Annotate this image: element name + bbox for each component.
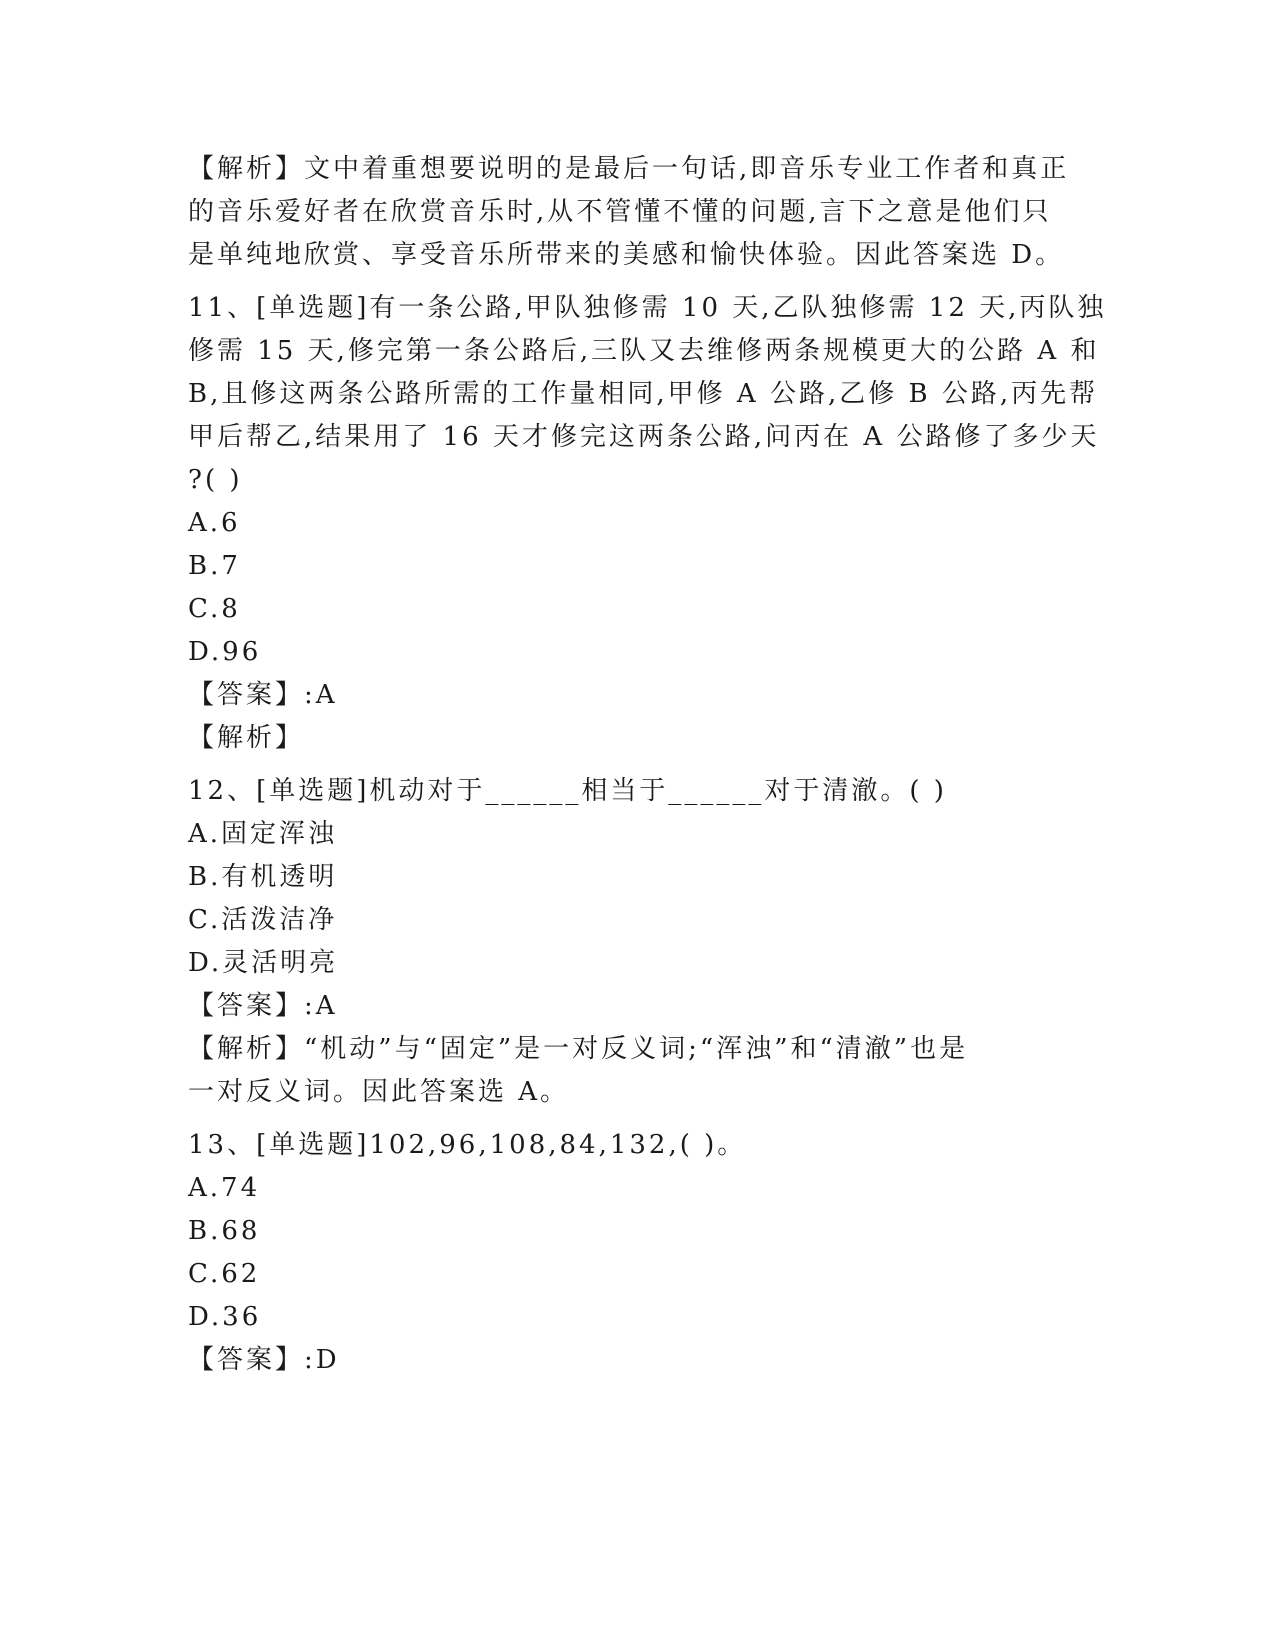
intro-analysis	[188, 148, 1088, 277]
option-d: D.96	[188, 637, 262, 667]
option-c: C.活泼洁净	[188, 905, 338, 935]
analysis-line: 【解析】“机动”与“固定”是一对反义词;“浑浊”和“清澈”也是	[188, 1034, 969, 1064]
analysis-line: 的音乐爱好者在欣赏音乐时,从不管懂不懂的问题,言下之意是他们只	[188, 197, 1052, 227]
option-d: D.36	[188, 1302, 262, 1332]
answer-line: 【答案】:D	[188, 1345, 340, 1375]
option-a: A.6	[188, 508, 241, 538]
option-b: B.有机透明	[188, 862, 338, 892]
question-11	[188, 287, 1107, 760]
question-12	[188, 770, 1088, 1114]
question-stem-line: ?( )	[188, 465, 243, 495]
analysis-line: 一对反义词。因此答案选 A。	[188, 1077, 570, 1107]
option-d: D.灵活明亮	[188, 948, 339, 978]
question-stem-line: 修需 15 天,修完第一条公路后,三队又去维修两条规模更大的公路 A 和	[188, 336, 1100, 366]
option-b: B.68	[188, 1216, 261, 1246]
question-stem-line: 11、[单选题]有一条公路,甲队独修需 10 天,乙队独修需 12 天,丙队独	[188, 293, 1107, 323]
question-stem-line: 13、[单选题]102,96,108,84,132,( )。	[188, 1130, 747, 1160]
answer-line: 【答案】:A	[188, 991, 338, 1021]
question-stem-line: 甲后帮乙,结果用了 16 天才修完这两条公路,问丙在 A 公路修了多少天	[188, 422, 1100, 452]
question-13	[188, 1124, 1088, 1382]
option-a: A.固定浑浊	[188, 819, 338, 849]
option-b: B.7	[188, 551, 241, 581]
analysis-line: 【解析】	[188, 723, 305, 753]
question-stem-line: 12、[单选题]机动对于______相当于______对于清澈。( )	[188, 776, 947, 806]
option-c: C.62	[188, 1259, 261, 1289]
option-a: A.74	[188, 1173, 261, 1203]
option-c: C.8	[188, 594, 241, 624]
analysis-line: 是单纯地欣赏、享受音乐所带来的美感和愉快体验。因此答案选 D。	[188, 240, 1065, 270]
document-page	[188, 148, 1107, 1382]
question-stem-line: B,且修这两条公路所需的工作量相同,甲修 A 公路,乙修 B 公路,丙先帮	[188, 379, 1099, 409]
analysis-line: 【解析】文中着重想要说明的是最后一句话,即音乐专业工作者和真正	[188, 154, 1070, 184]
answer-line: 【答案】:A	[188, 680, 338, 710]
